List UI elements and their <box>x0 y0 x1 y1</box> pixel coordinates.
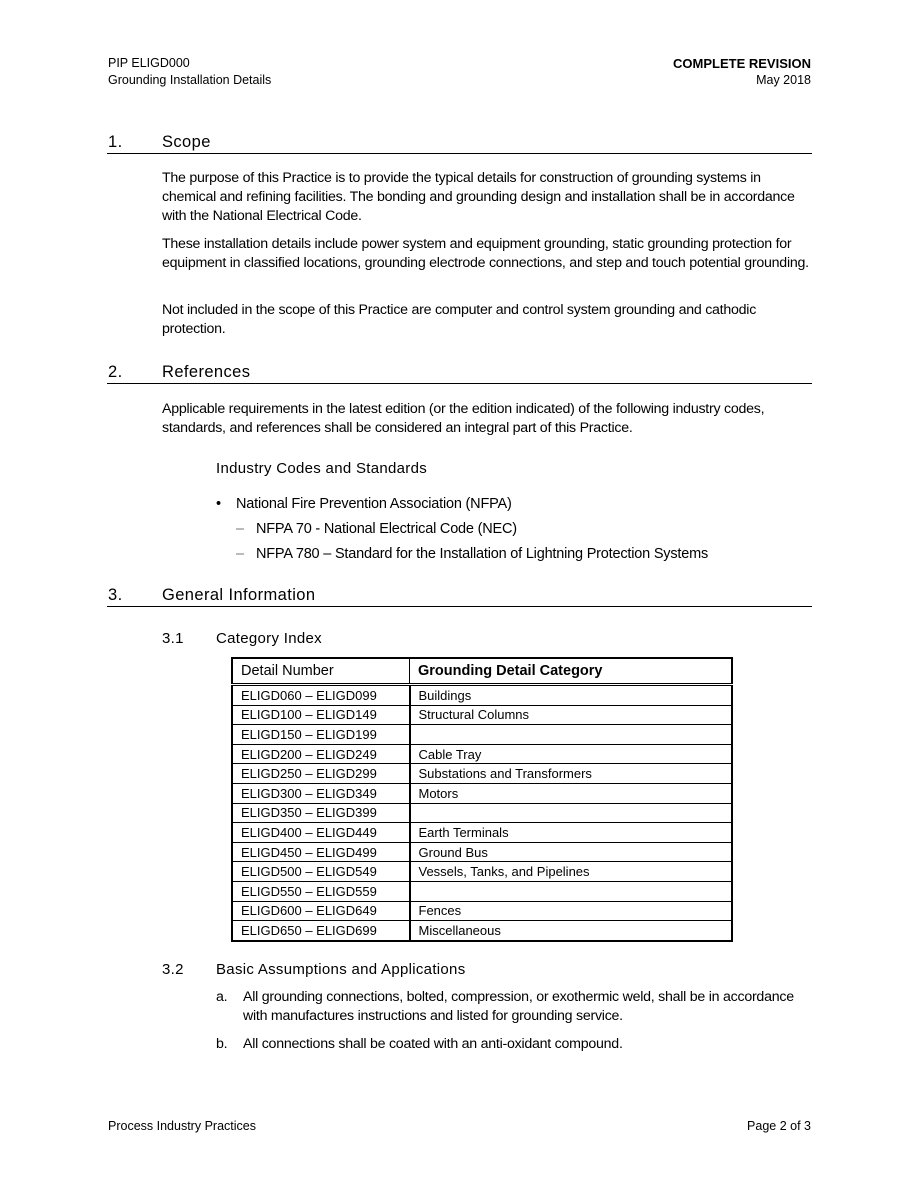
table-row <box>232 725 732 745</box>
item-label: b. <box>216 1036 228 1052</box>
bullet-text: National Fire Prevention Association (NFPA) <box>236 496 512 512</box>
detail-number-cell: ELIGD200 – ELIGD249 <box>232 744 410 764</box>
category-cell: Ground Bus <box>410 842 733 862</box>
references-subheading: Industry Codes and Standards <box>216 460 428 477</box>
table-row <box>232 764 732 784</box>
detail-number-cell: ELIGD250 – ELIGD299 <box>232 764 410 784</box>
subsection-number: 3.2 <box>162 961 184 978</box>
detail-number-cell: ELIGD100 – ELIGD149 <box>232 705 410 725</box>
scope-paragraph: The purpose of this Practice is to provide the typical details for construction of grounding systems in chemical and refining facilities. The bonding and grounding design and installation shall be in accordance with the National Electrical Code. <box>162 170 795 224</box>
sub-item-text: NFPA 780 – Standard for the Installation of Lightning Protection Systems <box>256 546 709 562</box>
table-row <box>232 901 732 921</box>
detail-number-cell: ELIGD650 – ELIGD699 <box>232 921 410 941</box>
detail-number-cell: ELIGD550 – ELIGD559 <box>232 881 410 901</box>
category-cell: Earth Terminals <box>410 823 733 843</box>
section-title: References <box>162 363 251 381</box>
table-row <box>232 783 732 803</box>
sub-item-text: NFPA 70 - National Electrical Code (NEC) <box>256 521 517 537</box>
column-header: Detail Number <box>232 658 410 685</box>
page-header-right <box>673 55 811 89</box>
footer-left: Process Industry Practices <box>108 1119 256 1133</box>
list-item <box>216 496 512 512</box>
revision-date: May 2018 <box>756 73 811 87</box>
page-number: Page 2 of 3 <box>747 1119 811 1133</box>
table-row <box>232 842 732 862</box>
category-cell: Cable Tray <box>410 744 733 764</box>
page-header-left <box>108 55 271 89</box>
table-row <box>232 881 732 901</box>
section-heading-references <box>107 363 812 384</box>
table-row <box>232 823 732 843</box>
table-row <box>232 862 732 882</box>
category-cell <box>410 803 733 823</box>
item-text: All grounding connections, bolted, compression, or exothermic weld, shall be in accordance with manufactures instructions and listed for grounding service. <box>243 989 794 1024</box>
detail-number-cell: ELIGD600 – ELIGD649 <box>232 901 410 921</box>
revision-label: COMPLETE REVISION <box>673 56 811 71</box>
table-row <box>232 803 732 823</box>
section-title: General Information <box>162 586 316 604</box>
list-item <box>216 1035 796 1054</box>
detail-number-cell: ELIGD300 – ELIGD349 <box>232 783 410 803</box>
section-heading-general <box>107 586 812 607</box>
dash-icon: – <box>236 546 244 562</box>
category-cell <box>410 725 733 745</box>
detail-number-cell: ELIGD450 – ELIGD499 <box>232 842 410 862</box>
section-title: Scope <box>162 133 211 151</box>
doc-title: Grounding Installation Details <box>108 73 272 87</box>
table-row <box>232 705 732 725</box>
list-item <box>236 546 708 562</box>
subsection-number: 3.1 <box>162 630 184 647</box>
category-index-table <box>231 657 733 942</box>
detail-number-cell: ELIGD400 – ELIGD449 <box>232 823 410 843</box>
category-cell: Buildings <box>410 685 733 706</box>
section-number: 1. <box>108 133 123 151</box>
dash-icon: – <box>236 521 244 537</box>
scope-paragraph: These installation details include power system and equipment grounding, static grounding protection for equipment in classified locations, grounding electrode connections, and step and touch potential grounding. <box>162 236 809 271</box>
section-heading-scope <box>107 133 812 154</box>
item-label: a. <box>216 989 228 1005</box>
list-item <box>216 988 796 1026</box>
category-cell: Fences <box>410 901 733 921</box>
detail-number-cell: ELIGD500 – ELIGD549 <box>232 862 410 882</box>
section-number: 3. <box>108 586 123 604</box>
category-cell: Vessels, Tanks, and Pipelines <box>410 862 733 882</box>
scope-paragraph: Not included in the scope of this Practice are computer and control system grounding and cathodic protection. <box>162 302 757 337</box>
table-header-row <box>232 658 732 685</box>
table-row <box>232 921 732 941</box>
item-text: All connections shall be coated with an anti-oxidant compound. <box>243 1036 623 1052</box>
doc-id: PIP ELIGD000 <box>108 56 190 70</box>
category-cell <box>410 881 733 901</box>
column-header: Grounding Detail Category <box>410 658 733 685</box>
detail-number-cell: ELIGD060 – ELIGD099 <box>232 685 410 706</box>
subsection-title: Category Index <box>216 630 322 647</box>
list-item <box>236 521 517 537</box>
category-cell: Motors <box>410 783 733 803</box>
bullet-icon: • <box>216 496 221 512</box>
detail-number-cell: ELIGD150 – ELIGD199 <box>232 725 410 745</box>
subsection-title: Basic Assumptions and Applications <box>216 961 466 978</box>
table-row <box>232 744 732 764</box>
category-cell: Structural Columns <box>410 705 733 725</box>
section-number: 2. <box>108 363 123 381</box>
references-intro: Applicable requirements in the latest edition (or the edition indicated) of the following industry codes, standards, and references shall be considered an integral part of this Practice. <box>162 401 765 436</box>
category-cell: Miscellaneous <box>410 921 733 941</box>
table-row <box>232 685 732 706</box>
table-body <box>232 685 732 941</box>
detail-number-cell: ELIGD350 – ELIGD399 <box>232 803 410 823</box>
category-cell: Substations and Transformers <box>410 764 733 784</box>
